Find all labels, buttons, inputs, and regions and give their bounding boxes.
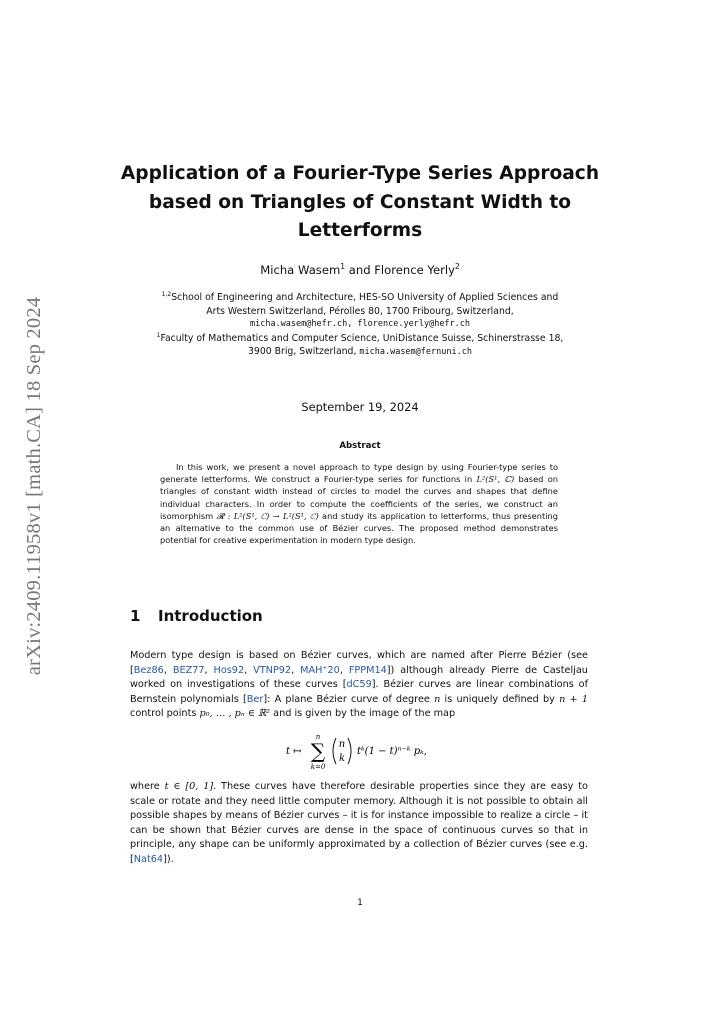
affiliation-line [120, 291, 600, 305]
citation-link[interactable]: FPPM14 [348, 664, 387, 676]
sum-upper-limit: n [315, 733, 321, 741]
text: , [204, 664, 214, 676]
abstract-heading: Abstract [339, 441, 381, 451]
citation-link[interactable]: Ber [246, 693, 264, 705]
text: ]). [163, 853, 174, 865]
text: ]: A plane Bézier curve of degree [263, 693, 435, 705]
inline-math: t ∈ [0, 1] [164, 781, 214, 792]
sum-sign: ∑ [310, 739, 326, 763]
affil-text: School of Engineering and Architecture, HES-SO University of Applied Sciences and [171, 292, 559, 303]
abstract-text: based on triangles of constant width instead of circles to model the curves and shapes that define individual characters. In order to compute the coefficients of the series, we construct an isomorphism [160, 474, 558, 521]
citation-link[interactable]: dC59 [346, 679, 372, 691]
text: , [244, 664, 254, 676]
intro-paragraph-2 [130, 780, 588, 868]
title-line-2: based on Triangles of Constant Width to [148, 191, 572, 213]
author-list [120, 262, 600, 278]
author-connector: and [345, 263, 375, 277]
intro-paragraph-1 [130, 649, 588, 722]
abstract-text: In this work, we present a novel approach to type design by using Fourier-type series to generate letterforms. We construct a Fourier-type series for functions in [160, 462, 558, 485]
text: , [339, 664, 349, 676]
text: is uniquely defined by [440, 693, 560, 705]
abstract-math: 𝓡 : L²(S¹, ℂ) → L²(S¹, ℂ) [216, 510, 319, 521]
inline-math: n + 1 [559, 693, 589, 705]
affiliation-line [120, 332, 600, 346]
text: . These curves have therefore desirable properties since they are easy to scale or rotate and they need little computer memory. Although it is not possible to obtain all possible shapes by means of Bézier curves – it is for instance impossible to realize a circle – it can be shown that Bézier curves are dense in the space of continuous curves so that in principle, any shape can be uniformly approximated by a collection of Bézier curves (see e.g. [ [130, 781, 588, 865]
paper-title [120, 160, 600, 246]
binomial-top: n [338, 739, 346, 750]
text: ]. Bézier curves are linear combinations of Bernstein polynomials [ [130, 679, 588, 705]
citation-link[interactable]: Bez86 [133, 664, 164, 676]
affiliation-line: Arts Western Switzerland, Pérolles 80, 1700 Fribourg, Switzerland, [206, 305, 514, 317]
citation-link[interactable]: Hos92 [213, 664, 245, 676]
affil-text: 3900 Brig, Switzerland, [248, 346, 360, 358]
citation-link[interactable]: VTNP92 [253, 664, 292, 676]
title-line-3: Letterforms [297, 220, 423, 241]
affil-mark: 1 [156, 331, 161, 339]
citation-link[interactable]: MAH⁺20 [300, 664, 340, 676]
binomial-left-paren [333, 738, 336, 764]
text: , [163, 664, 173, 676]
author-affil-mark: 2 [454, 262, 460, 272]
affil-email: micha.wasem@fernuni.ch [359, 347, 472, 358]
affiliation-emails: micha.wasem@hefr.ch, florence.yerly@hefr.ch [249, 319, 471, 330]
bezier-map-equation [230, 730, 490, 772]
section-title: Introduction [158, 607, 263, 625]
author-name: Micha Wasem [260, 263, 341, 277]
author-affil-mark: 1 [340, 262, 346, 272]
citation-link[interactable]: Nat64 [133, 853, 164, 865]
publication-date: September 19, 2024 [301, 400, 419, 414]
equation-lhs: t ↦ [286, 746, 302, 757]
affiliation-line [120, 345, 600, 360]
citation-link[interactable]: BEZ77 [172, 664, 205, 676]
abstract-body [160, 461, 558, 546]
sum-lower-limit: k=0 [310, 763, 326, 771]
author-name: Florence Yerly [374, 263, 455, 277]
arxiv-sidebar-stamp: arXiv:2409.11958v1 [math.CA] 18 Sep 2024 [23, 296, 45, 676]
page-number: 1 [357, 898, 363, 908]
abstract-math: L²(S¹, ℂ) [476, 474, 515, 485]
abstract-text: and study its application to letterforms, thus presenting an alternative to the common use of Bézier curves. The proposed method demonstrates potential for creative experimentation in modern type design. [160, 510, 558, 546]
text: and is given by the image of the map [270, 708, 456, 720]
title-line-1: Application of a Fourier-Type Series Approach [120, 163, 600, 184]
affil-mark: 1,2 [161, 290, 172, 298]
inline-math: n [434, 693, 441, 705]
equation-body: tᵏ(1 − t)ⁿ⁻ᵏ pₖ, [357, 746, 427, 757]
inline-math: p₀, … , pₙ ∈ ℝ² [199, 708, 271, 720]
text: ]) although already Pierre de Casteljau worked on investigations of these curves [ [130, 664, 588, 691]
text: , [291, 664, 301, 676]
binomial-bottom: k [338, 753, 346, 764]
affil-text: Faculty of Mathematics and Computer Science, UniDistance Suisse, Schinerstrasse 18, [160, 332, 564, 344]
section-heading [130, 607, 590, 625]
text: control points [130, 708, 200, 720]
text: where [130, 781, 165, 792]
affiliations [120, 291, 600, 360]
section-number: 1 [130, 607, 141, 625]
text: Modern type design is based on Bézier curves, which are named after Pierre Bézier (see [ [130, 650, 588, 676]
binomial-right-paren [348, 738, 351, 764]
